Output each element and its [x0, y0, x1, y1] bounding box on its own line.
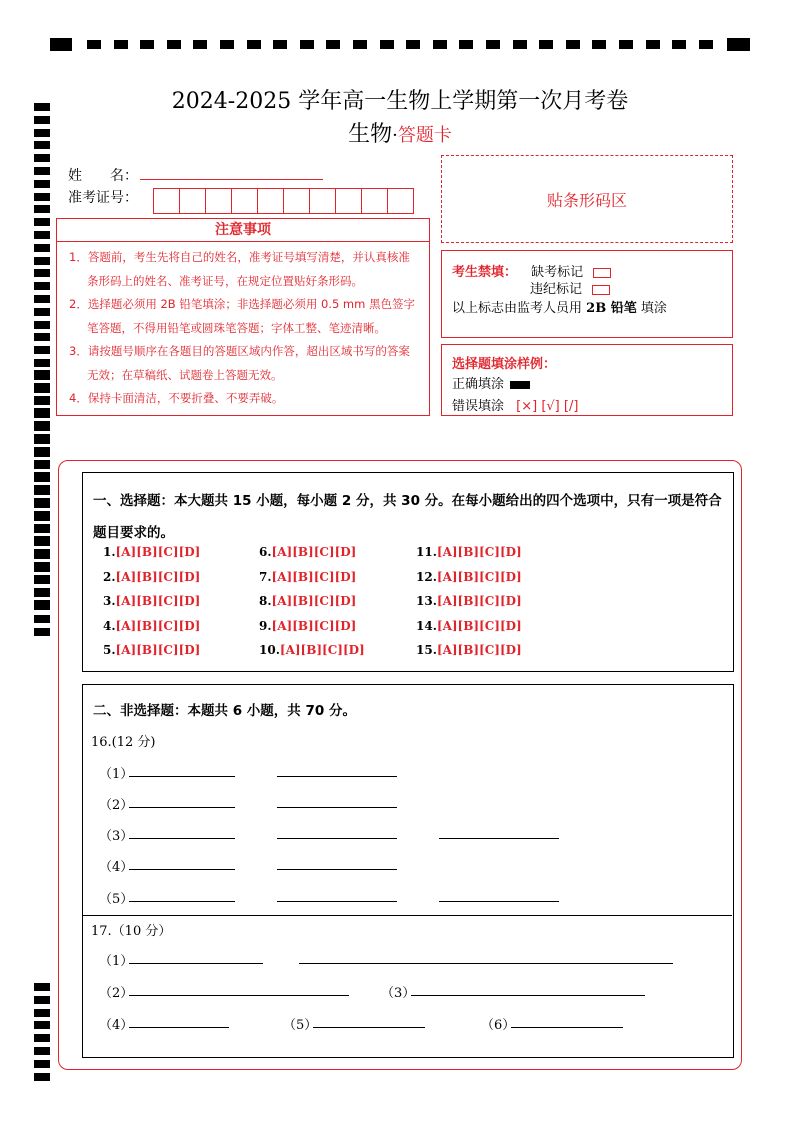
answer-options[interactable]: [A][B][C][D]: [115, 618, 201, 633]
section2-title: 二、非选择题：本题共 6 小题，共 70 分。: [93, 703, 356, 719]
timing-mark: [34, 282, 50, 290]
timing-mark: [34, 421, 50, 429]
answer-options[interactable]: [A][B][C][D]: [115, 643, 201, 657]
timing-mark: [34, 588, 50, 596]
choice-question[interactable]: [416, 545, 522, 570]
timing-mark: [34, 244, 50, 252]
timing-mark: [566, 40, 580, 49]
question-number: 1.: [103, 545, 116, 559]
violation-label: 违纪标记: [530, 282, 583, 297]
choice-question[interactable]: [416, 619, 522, 644]
barcode-area: 贴条形码区: [441, 155, 733, 243]
timing-mark: [167, 40, 181, 49]
answer-options[interactable]: [A][B][C][D]: [436, 618, 522, 633]
q16-5-blank-b[interactable]: [277, 901, 397, 902]
q16-part-label: （3）: [99, 829, 134, 844]
exam-id-digit-box[interactable]: [179, 188, 206, 214]
question-column-3: [416, 545, 522, 668]
timing-mark: [34, 615, 50, 623]
wrong-row: [452, 395, 578, 414]
answer-options[interactable]: [A][B][C][D]: [271, 569, 357, 584]
question-number: 6.: [259, 545, 272, 559]
q17-3-blank[interactable]: [411, 995, 645, 996]
choice-question[interactable]: [103, 545, 200, 570]
choice-question[interactable]: [259, 545, 365, 570]
timing-mark: [34, 218, 50, 226]
timing-mark: [34, 498, 50, 506]
timing-mark: [34, 996, 50, 1004]
ban-note-pre: 以上标志由监考人员用: [452, 301, 583, 316]
timing-mark: [727, 38, 750, 51]
timing-mark: [34, 321, 50, 329]
timing-mark: [699, 40, 713, 49]
answer-options[interactable]: [A][B][C][D]: [115, 545, 201, 559]
timing-mark: [34, 460, 50, 468]
timing-mark: [380, 40, 394, 49]
correct-row: [452, 373, 530, 392]
q17-part-label: （3）: [381, 986, 416, 1001]
choice-question[interactable]: [259, 619, 365, 644]
q17-2-blank[interactable]: [129, 995, 349, 996]
timing-mark: [619, 40, 633, 49]
choice-question[interactable]: [259, 570, 365, 595]
answer-options[interactable]: [A][B][C][D]: [271, 594, 357, 608]
multiple-choice-section: [82, 472, 734, 672]
exam-id-digit-box[interactable]: [309, 188, 336, 214]
timing-mark: [34, 575, 50, 583]
q16-4-blank-a[interactable]: [129, 869, 235, 870]
timing-mark: [34, 180, 50, 188]
timing-mark: [193, 40, 207, 49]
exam-id-digit-box[interactable]: [387, 188, 414, 214]
exam-id-digit-box[interactable]: [231, 188, 258, 214]
timing-mark: [34, 485, 50, 493]
subtitle-subject: 生物: [348, 122, 393, 147]
timing-mark: [34, 408, 50, 416]
absent-label: 缺考标记: [531, 265, 584, 280]
timing-mark: [34, 231, 50, 239]
answer-options[interactable]: [A][B][C][D]: [436, 643, 522, 657]
q16-part-label: （4）: [99, 860, 134, 875]
timing-mark: [34, 1047, 50, 1055]
page-subtitle: [0, 117, 800, 148]
choice-question[interactable]: [103, 570, 200, 595]
timing-mark: [34, 193, 50, 201]
timing-mark: [34, 295, 50, 303]
timing-mark: [87, 40, 101, 49]
timing-mark: [114, 40, 128, 49]
timing-mark: [433, 40, 447, 49]
timing-mark: [140, 40, 154, 49]
violation-mark[interactable]: [592, 285, 610, 295]
timing-mark: [300, 40, 314, 49]
wrong-label: 错误填涂: [452, 399, 505, 414]
left-timing-marks-middle: [34, 370, 50, 613]
answer-options[interactable]: [A][B][C][D]: [115, 569, 201, 584]
timing-mark: [34, 562, 50, 570]
timing-mark: [34, 154, 50, 162]
q17-part-label: （1）: [99, 954, 134, 969]
timing-mark: [486, 40, 500, 49]
ban-title: 考生禁填：: [452, 265, 518, 280]
q16-5-blank-c[interactable]: [439, 901, 559, 902]
choice-question[interactable]: [259, 643, 365, 668]
question-column-2: [259, 545, 365, 668]
subtitle-card: 答题卡: [397, 125, 452, 146]
timing-mark: [406, 40, 420, 49]
question-number: 4.: [103, 618, 116, 633]
exam-id-digit-box[interactable]: [283, 188, 310, 214]
q16-part-label: （1）: [99, 767, 134, 782]
question-number: 3.: [103, 594, 116, 608]
timing-mark: [34, 1009, 50, 1017]
fill-sample-box: [441, 344, 733, 416]
answer-options[interactable]: [A][B][C][D]: [436, 569, 522, 584]
timing-mark: [34, 370, 50, 378]
timing-mark: [34, 524, 50, 532]
timing-mark: [34, 1034, 50, 1042]
question-divider: [83, 915, 732, 916]
choice-question[interactable]: [103, 643, 200, 668]
timing-mark: [672, 40, 686, 49]
timing-mark: [34, 205, 50, 213]
timing-mark: [34, 333, 50, 341]
ban-row-2: [530, 278, 610, 297]
correct-fill-mark: [510, 381, 530, 389]
question-number: 11.: [416, 545, 437, 559]
timing-mark: [513, 40, 527, 49]
q17-1-blank-a[interactable]: [129, 963, 263, 964]
q17-part-label: （5）: [283, 1018, 318, 1033]
top-timing-marks: [50, 38, 750, 52]
question-column-1: [103, 545, 200, 668]
notice-item: 3．请按题号顺序在各题目的答题区域内作答，超出区域书写的答案无效；在草稿纸、试题卷上答题无效。: [69, 344, 410, 382]
page-title: 2024-2025 学年高一生物上学期第一次月考卷: [171, 89, 629, 114]
choice-question[interactable]: [103, 594, 200, 619]
name-label: 姓 名：: [68, 168, 138, 184]
answer-options[interactable]: [A][B][C][D]: [271, 545, 357, 559]
timing-mark: [34, 1073, 50, 1081]
timing-mark: [34, 346, 50, 354]
notice-box: [56, 218, 430, 416]
q17-5-blank[interactable]: [313, 1027, 425, 1028]
timing-mark: [34, 600, 50, 608]
q17-1-blank-b[interactable]: [299, 963, 673, 964]
q17-part-label: （2）: [99, 986, 134, 1001]
left-timing-marks-bottom: [34, 983, 50, 1085]
exam-id-label: 准考证号：: [68, 190, 138, 206]
q16-1-blank-a[interactable]: [129, 776, 235, 777]
q16-2-blank-b[interactable]: [277, 807, 397, 808]
wrong-marks: [×] [√] [/]: [516, 399, 579, 414]
timing-mark: [646, 40, 660, 49]
q17-part-label: （4）: [99, 1018, 134, 1033]
timing-mark: [50, 38, 72, 51]
question-number: 7.: [259, 569, 272, 584]
timing-mark: [34, 628, 50, 636]
notice-item: 4．保持卡面清洁，不要折叠、不要弄破。: [69, 391, 284, 405]
exam-id-digit-box[interactable]: [361, 188, 388, 214]
answer-options[interactable]: [A][B][C][D]: [436, 545, 522, 559]
open-questions-section: [82, 684, 734, 1058]
timing-mark: [34, 549, 50, 557]
q16-3-blank-a[interactable]: [129, 838, 235, 839]
exam-id-digit-box[interactable]: [205, 188, 232, 214]
timing-mark: [34, 1060, 50, 1068]
q16-part-label: （5）: [99, 892, 134, 907]
q16-3-blank-c[interactable]: [439, 838, 559, 839]
timing-mark: [34, 167, 50, 175]
timing-mark: [592, 40, 606, 49]
timing-mark: [353, 40, 367, 49]
timing-mark: [220, 40, 234, 49]
timing-mark: [34, 396, 50, 404]
timing-mark: [459, 40, 473, 49]
ban-note-bold: 2B 铅笔: [586, 301, 637, 316]
question-number: 13.: [416, 594, 437, 608]
timing-mark: [34, 269, 50, 277]
notice-list: [57, 242, 429, 411]
timing-mark: [273, 40, 287, 49]
answer-options[interactable]: [A][B][C][D]: [115, 594, 201, 608]
timing-mark: [34, 536, 50, 544]
q16-1-blank-b[interactable]: [277, 776, 397, 777]
correct-label: 正确填涂: [452, 377, 505, 392]
question-number: 8.: [259, 594, 272, 608]
name-field[interactable]: [140, 178, 323, 180]
exam-id-boxes[interactable]: [153, 188, 413, 214]
question-number: 14.: [416, 618, 437, 633]
timing-mark: [326, 40, 340, 49]
notice-item: 2．选择题必须用 2B 铅笔填涂；非选择题必须用 0.5 mm 黑色签字笔答题，不得用铅笔或圆珠笔答题；字体工整、笔迹清晰。: [69, 297, 415, 335]
answer-options[interactable]: [A][B][C][D]: [279, 643, 365, 657]
question-16-label: 16.(12 分): [91, 735, 156, 750]
timing-mark: [34, 434, 50, 442]
choice-question[interactable]: [416, 594, 522, 619]
ban-note-post: 填涂: [640, 301, 667, 316]
choice-question[interactable]: [416, 643, 522, 668]
question-number: 9.: [259, 618, 272, 633]
question-number: 5.: [103, 643, 116, 657]
timing-mark: [34, 308, 50, 316]
answer-options[interactable]: [A][B][C][D]: [436, 594, 522, 608]
sample-title: 选择题填涂样例：: [452, 357, 557, 372]
q17-part-label: （6）: [481, 1018, 516, 1033]
q16-5-blank-a[interactable]: [129, 901, 235, 902]
timing-mark: [34, 257, 50, 265]
timing-mark: [247, 40, 261, 49]
answer-options[interactable]: [A][B][C][D]: [271, 618, 357, 633]
section1-title: 一、选择题：本大题共 15 小题，每小题 2 分，共 30 分。在每小题给出的四个选项中，只有一项是符合题目要求的。: [93, 493, 722, 541]
q17-6-blank[interactable]: [511, 1027, 623, 1028]
exam-id-digit-box[interactable]: [257, 188, 284, 214]
timing-mark: [34, 983, 50, 991]
choice-question[interactable]: [259, 594, 365, 619]
q16-4-blank-b[interactable]: [277, 869, 397, 870]
q16-2-blank-a[interactable]: [129, 807, 235, 808]
choice-question[interactable]: [103, 619, 200, 644]
notice-item: 1．答题前，考生先将自己的姓名，准考证号填写清楚，并认真核准条形码上的姓名、准考证号，在规定位置贴好条形码。: [69, 250, 410, 288]
question-number: 15.: [416, 643, 437, 657]
q16-3-blank-b[interactable]: [277, 838, 397, 839]
exam-id-digit-box[interactable]: [153, 188, 180, 214]
proctor-only-box: [441, 250, 733, 338]
subtitle-dot: ·: [392, 125, 398, 146]
timing-mark: [539, 40, 553, 49]
absent-mark[interactable]: [593, 268, 611, 278]
question-number: 10.: [259, 643, 280, 657]
timing-mark: [34, 359, 50, 367]
timing-mark: [34, 383, 50, 391]
notice-title: 注意事项: [57, 219, 429, 242]
choice-question[interactable]: [416, 570, 522, 595]
q17-4-blank[interactable]: [129, 1027, 229, 1028]
timing-mark: [34, 511, 50, 519]
timing-mark: [34, 1021, 50, 1029]
exam-id-digit-box[interactable]: [335, 188, 362, 214]
timing-mark: [34, 447, 50, 455]
ban-note: [452, 297, 667, 316]
q16-part-label: （2）: [99, 798, 134, 813]
timing-mark: [34, 472, 50, 480]
question-number: 12.: [416, 569, 437, 584]
question-number: 2.: [103, 569, 116, 584]
question-17-label: 17.（10 分）: [91, 924, 172, 939]
